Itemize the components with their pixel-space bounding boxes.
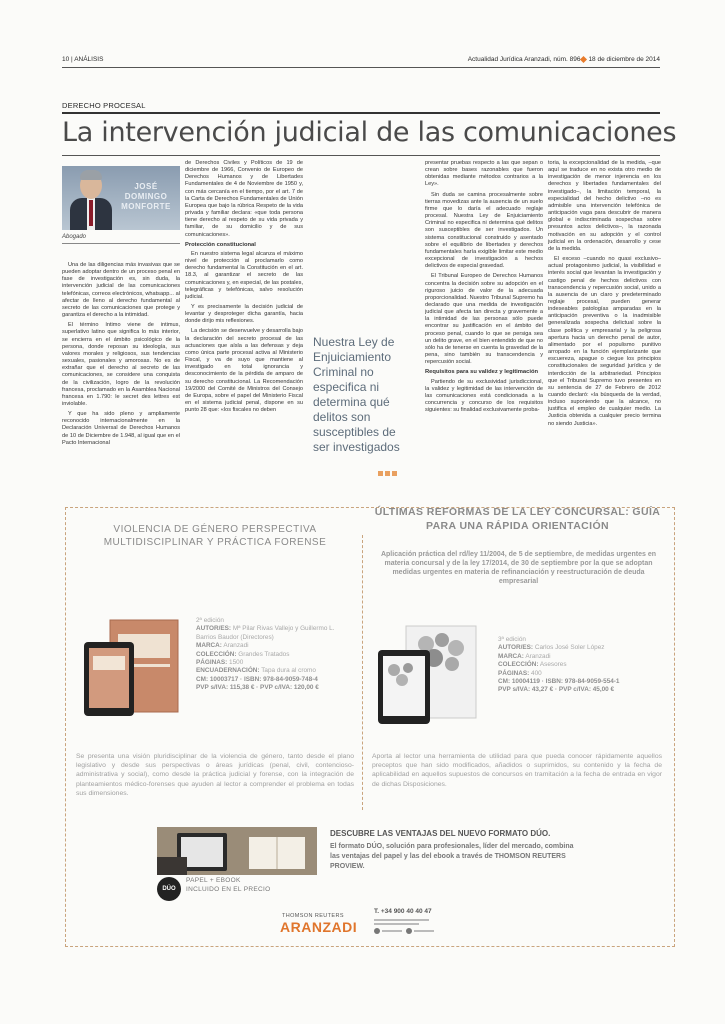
paragraph: En nuestro sistema legal alcanza el máximo nivel de protección al proclamarlo como derecho fundamental la Constitución en el art. 18.3, al garantizar el secreto de las comunicaciones y, en especial, de las postales, telegráficas y telefónicas, salvo resolución judicial. [185,250,303,300]
book1-edition: 2ª edición [196,617,224,624]
paragraph: presentar pruebas respecto a las que sepan o crean sobre bases razonables que fueron obtenidas mediante métodos contrarios a la Ley». [425,160,543,188]
paragraph: El término íntimo viene de intimus, superlativo latino que significa lo más interior, se encierra en el ámbito psicológico de la persona, donde reposan su ideología, sus valores morales y religiosos, sus tendencias sexuales, pasionales y amorosas. No es de extrañar que el derecho al secreto de las comunicaciones, se considere una conquista de la civilización, logro de la revolución francesa, proclamado en la Asamblea Nacional francesa en 1.790: le secret des lettres est inviolable. [62,322,180,407]
book1-price: PVP s/IVA: 115,38 € · PVP c/IVA: 120,00 € [196,684,319,692]
book2-collection: COLECCIÓN: Asesores [498,661,567,669]
paragraph: toria, la excepcionalidad de la medida, –que aquí se traduce en no exista otro medio de investigación de menor injerencia en los derechos y libertades fundamentales del investigado–, la limitación temporal, la especialidad del hecho delictivo –no es admisible una intervención telefónica de anticipación vaga para descubrir de manera global e indiscriminada sospechas sobre presuntos actos delictivos–, la razonada motivación en su adopción y el control judicial en la ordenación, desarrollo y cese de la medida. [548,160,661,252]
book2-title: ÚLTIMAS REFORMAS DE LA LEY CONCURSAL: GUÍA PARA UNA RÁPIDA ORIENTACIÓN [374,506,661,532]
title-divider [62,155,660,156]
pull-quote: Nuestra Ley de Enjuiciamiento Criminal no especifica ni determina qué delitos son susceptibles de ser investigados [313,335,400,454]
duo-badge: DÚO [157,877,181,901]
author-photo [62,166,180,230]
duo-text: El formato DÚO, solución para profesionales, líder del mercado, combina las ventajas del papel y las del ebook a través de THOMSON REUTERS PROVIEW. [330,843,574,870]
duo-promo-image [157,827,317,875]
duo-line-1: PAPEL + EBOOK [186,877,241,884]
tablet-and-book-illustration [157,827,317,875]
paragraph: Sin duda se camina procesalmente sobre tierras movedizas ante la ausencia de un suelo firme que lo daría el adecuado reglaje procesal. Nuestra Ley de Enjuiciamiento Criminal no especifica ni determina qué delitos son susceptibles de ser investigados. Un sistema constitucional construido y asentado sobre el equilibrio de libertades y derechos fundamentales haría exigible limitar este medio excepcional de investigación a hechos delictivos de especial gravedad. [425,191,543,270]
article-column-4 [548,160,661,500]
subheading: Requisitos para su validez y legitimación [425,369,539,376]
duo-title: DESCUBRE LAS VENTAJAS DEL NUEVO FORMATO DÚO. [330,829,551,838]
paragraph: La decisión se desenvuelve y desarrolla bajo la declaración del secreto procesal de las actuaciones que aísla a las defensas y deja como única parte procesal activa al Ministerio Fiscal, y va de suyo que mantiene al investigado en total ignorancia y desconocimiento de la pérdida de amparo de su derecho constitucional. La Recomendación 19/2000 del Comité de Ministros del Consejo de Europa, sobre el papel del Ministerio Fiscal en el sistema judicial penal, dispone en su punto 28 que: «los fiscales no deben [185,328,303,414]
book1-codes: CM: 10003717 · ISBN: 978-84-9059-748-4 [196,675,318,683]
paragraph: Una de las diligencias más invasivas que se pueden adoptar dentro de un proceso penal en fase de investigación es, sin duda, la intervención judicial de las comunicaciones telefónicas, correos electrónicos, whatsapp... al afectar de lleno al derecho fundamental al secreto de las comunicaciones que protege y garantiza el derecho a la intimidad. [62,262,180,319]
header-right: Actualidad Jurídica Aranzadi, núm. 896 18 de diciembre de 2014 [467,56,660,63]
running-header [62,54,660,68]
section-label: DERECHO PROCESAL [62,101,660,114]
book2-authors: AUTOR/ES: Carlos José Soler López [498,644,605,652]
article-column-1 [62,262,180,500]
paragraph: Partiendo de su exclusividad jurisdiccional, la validez y legitimidad de las intervención de las comunicaciones está condicionada a la concurrencia y concurso de los requisitos siguientes: su finalidad exclusivamente proba- [425,378,543,414]
diamond-icon [580,56,587,63]
book1-authors: AUTOR/ES: Mª Pilar Rivas Vallejo y Guillermo L. Barrios Baudor (Directores) [196,625,335,641]
phone-number: T. +34 900 40 40 47 [374,908,432,915]
book2-pages: PÁGINAS: 400 [498,669,542,677]
paragraph: de Derechos Civiles y Políticos de 19 de diciembre de 1966, Convenio de Europeo de Derechos Humanos y de Libertades Fundamentales de 4 de Noviembre de 1950 y, con más cercanía en el tiempo, por el art. 7 de la Carta de Derechos Fundamentales de Unión Europea que bajo la rúbrica Respeto de la vida privada y familiar declara: «que toda persona tiene derecho al respeto de su vida privada y familiar, de su domicilio y de sus comunicaciones». [185,160,303,238]
subheading: Protección constitucional [185,241,256,248]
book1-description: Se presenta una visión pluridisciplinar de la violencia de género, tanto desde el plano legislativo y desde sus perspectivas o áreas jurídicas (penal, civil, contencioso-administrativa y social), como desde la práctica judicial y forense, con la integración de planteamientos médico-forenses que ayuden al lector a comprender el problema en todas sus dimensiones. [76,753,354,797]
book2-specs [498,636,663,695]
book2-subtitle: Aplicación práctica del rd/ley 11/2004, de 5 de septiembre, de medidas urgentes en materia concursal y de la ley 17/2014, de 30 de septiembre por la que se adoptan medidas urgentes en materia de refinanciación y reestructuración de deuda empresarial [380,551,657,585]
paragraph: El exceso –cuando no quasi exclusivo– actual protagonismo judicial, la visibilidad e interés social que levantan la investigación y castigo penal de hechos delictivos con transcendencia y repercusión social, unido a la ausencia de un claro y predeterminado reglaje procesal, pueden generar indeseables patologías amparadas en la anticipación preventiva o la inadmisible generalizada sospecha delictual sobre la clase política y empresarial y la peligrosa apertura hacia un derecho penal de autor, alimentado por el populismo punitivo arropado en la función ejemplarizante que escuereza, apague o ciegue los principios constitucionales de seguridad jurídica y de interdicción de la arbitrariedad. Principios que el Tribunal Supremo tuvo presentes en su sentencia de 27 de Febrero de 2012 cuando declaró: «la búsqueda de la verdad, incluso suponiendo que la alcance, no justifica el empleo de cualquier medio. La Justicia obtenida a cualquier precio termina no siendo Justicia». [548,256,661,427]
book1-specs [196,617,356,693]
quote-ornament [378,463,399,481]
book2-cover-image [376,622,484,726]
book2-edition: 3ª edición [498,636,526,643]
book1-brand: MARCA: Aranzadi [196,642,249,650]
book2-description: Aporta al lector una herramienta de utilidad para que pueda conocer rápidamente aquellos preceptos que han sido modificados, añadidos o suprimidos, su contenido y la fecha de aplicabilidad en aquellos supuestos de concursos en tramitación a la fecha de entrada en vigor de dichas Disposiciones. [372,753,662,788]
author-name: JOSÉ DOMINGO MONFORTE [121,182,171,211]
thomson-reuters-label: THOMSON REUTERS [282,913,344,919]
book1-cover-image [80,612,190,720]
article-column-2 [185,160,303,500]
ad-column-divider [362,535,363,810]
book1-collection: COLECCIÓN: Grandes Tratados [196,650,290,658]
paragraph: Y que ha sido pleno y ampliamente reconocido internacionalmente en la Declaración Universal de Derechos Humanos de 10 de Diciembre de 1.948, al igual que en el Pacto Internacional [62,411,180,446]
article-column-3 [425,160,543,500]
author-role: Abogado [62,234,87,240]
book2-codes: CM: 10004119 · ISBN: 978-84-9059-554-1 [498,678,620,686]
paragraph: Y es precisamente la decisión judicial de levantar y desproteger dicha garantía, hacia donde dirijo mis reflexiones. [185,303,303,325]
paragraph: El Tribunal Europeo de Derechos Humanos concentra la decisión sobre su adopción en el riguroso juicio de valor de la adecuada proporcionalidad. Nuestro Tribunal Supremo ha declarado que una medida de investigación judicial que afecta tan directa y gravemente a la intimidad de las personas sólo puede encontrar su justificación en el ámbito del proceso penal, cuando lo que se persiga sea un delito grave, en el bien entendido de que no sólo ha de tenerse en cuenta la gravedad de la pena, sino también su transcendencia y repercusión social. [425,273,543,366]
book1-pages: PÁGINAS: 1500 [196,659,244,667]
header-left: 10 | ANÁLISIS [62,56,104,63]
article-title: La intervención judicial de las comunicaciones [62,117,677,148]
book2-brand: MARCA: Aranzadi [498,652,551,660]
book1-title: VIOLENCIA DE GÉNERO PERSPECTIVA MULTIDISCIPLINAR Y PRÁCTICA FORENSE [103,524,327,548]
book2-price: PVP s/IVA: 43,27 € · PVP c/IVA: 45,00 € [498,686,615,694]
contact-details-graphic [374,918,454,936]
duo-line-2: INCLUIDO EN EL PRECIO [186,886,271,893]
book1-binding: ENCUADERNACIÓN: Tapa dura al cromo [196,667,316,675]
aranzadi-logo: ARANZADI [280,919,358,935]
author-divider [62,243,180,244]
